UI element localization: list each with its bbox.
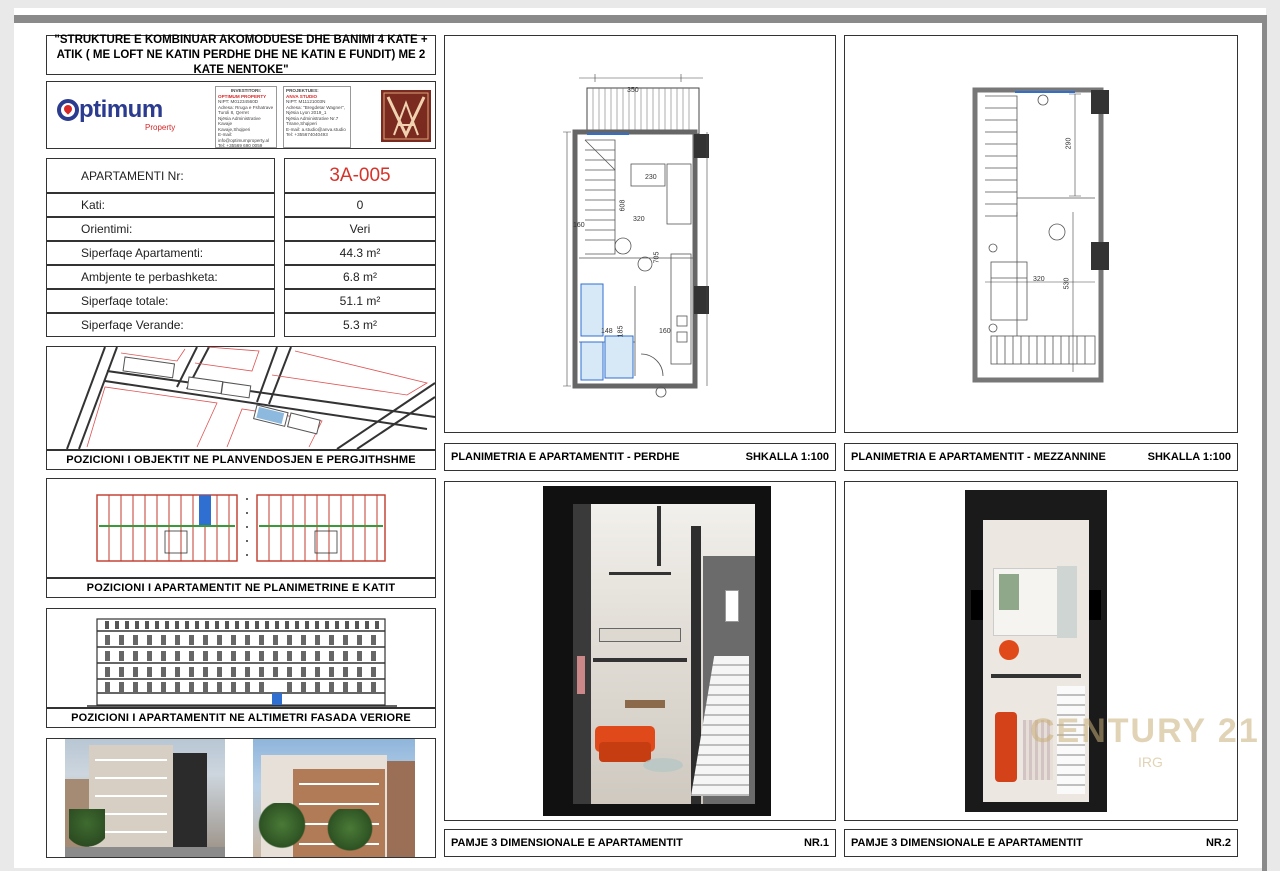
floor-position-drawing [47,479,435,577]
studio-logo [380,89,432,143]
plan-ground-drawing [445,36,835,432]
designer-line: NIPT: M11121003N [286,99,326,104]
elevation-caption: POZICIONI I APARTAMENTIT NE ALTIMETRI FASADA VERIORE [46,708,436,728]
investor-line: OPTIMUM PROPERTY [218,93,267,99]
total-area-label: Siperfaqe totale: [46,289,275,313]
plan-ground-panel [444,35,836,433]
designer-info [283,86,351,148]
sheet-border-right [1262,15,1267,871]
render-view-1 [543,486,771,816]
dimension-label: 530 [1063,277,1071,290]
investor-line: NIPT: M01234560D [218,99,259,104]
designer-line: Adresa: "Bregdetar Wagner", [286,104,346,110]
shared-area-value: 6.8 m² [284,265,436,289]
veranda-area-value: 5.3 m² [284,313,436,337]
designer-line: Tel: +355674040493 [286,132,328,137]
plan-ground-scale: SHKALLA 1:100 [745,451,829,463]
plan-mezzanine-panel [844,35,1238,433]
logo [55,98,195,134]
designer-line: Njësia Administrative Nr.7 [286,115,339,121]
floor-position-panel [46,478,436,578]
investor-info [215,86,277,148]
plan-mezzanine-caption: PLANIMETRIA E APARTAMENTIT - MEZZANNINE [851,451,1106,463]
plan-mezzanine-scale: SHKALLA 1:100 [1147,451,1231,463]
building-photo-2 [253,739,415,857]
plan-ground-caption-bar [444,443,836,471]
designer-line: E-mail: a.studio@anva.studio [286,126,346,132]
floor-value: 0 [284,193,436,217]
project-title: "STRUKTURE E KOMBINUAR AKOMODUESE DHE BANIMI 4 KATE + ATIK ( ME LOFT NE KATIN PERDHE DHE NE KATIN E FUNDIT) ME 2 KATE NENTOKE" [46,35,436,75]
floor-label: Kati: [46,193,275,217]
render-view-2-nr: NR.2 [1205,837,1231,849]
investor-line: Turoli 8, Qerret [218,110,249,115]
designer-line: Tirane,Shqiperi [286,121,317,126]
dimension-label: 350 [627,87,639,94]
dimension-label: 148 [601,328,613,335]
render-view-1-nr: NR.1 [803,837,829,849]
designer-line: ANVA STUDIO [286,93,318,99]
total-area-value: 51.1 m² [284,289,436,313]
veranda-area-label: Siperfaqe Verande: [46,313,275,337]
shared-area-label: Ambjente te perbashketa: [46,265,275,289]
render-view-2-panel [844,481,1238,821]
investor-line: E-mail: info@optimumproperty.al [218,132,270,143]
plan-ground-caption: PLANIMETRIA E APARTAMENTIT - PERDHE [451,451,680,463]
render-view-1-panel [444,481,836,821]
dimension-label: 160 [573,222,585,229]
logo-sub: Property [145,123,176,132]
site-caption: POZICIONI I OBJEKTIT NE PLANVENDOSJEN E PERGJITHSHME [46,450,436,470]
watermark-main: CENTURY 21 [1030,712,1260,750]
dimension-label: 608 [619,199,627,212]
elevation-panel [46,608,436,708]
render-view-1-caption-bar [444,829,836,857]
dimension-label: 160 [659,328,671,335]
plan-mezzanine-drawing [845,36,1237,432]
plan-mezzanine-caption-bar [844,443,1238,471]
dimension-label: 705 [653,251,661,264]
site-plan-panel [46,346,436,450]
designer-heading: PROJEKTUES: [286,88,319,93]
dimension-label: 320 [633,216,645,223]
apartment-number: 3A-005 [284,158,436,193]
apartment-area-label: Siperfaqe Apartamenti: [46,241,275,265]
investor-heading: INVESTITORI: [230,88,262,93]
investor-line: Kavaje,Shqiperi [218,126,251,132]
watermark-sub: IRG [1138,754,1163,770]
investor-line: Tel: +35569 690 0059 [218,143,263,148]
investor-line: Njësia Administrative Kavaje [218,115,261,126]
render-view-2 [965,490,1107,812]
render-view-1-caption: PAMJE 3 DIMENSIONALE E APARTAMENTIT [451,837,683,849]
info-block [46,81,436,149]
apartment-area-value: 44.3 m² [284,241,436,265]
floor-caption: POZICIONI I APARTAMENTIT NE PLANIMETRINE E KATIT [46,578,436,598]
building-photo-1 [65,739,225,857]
dimension-label: 290 [1065,137,1073,150]
orientation-value: Veri [284,217,436,241]
render-view-2-caption-bar [844,829,1238,857]
investor-line: Adresa: Rruga e Fshatrave [218,104,274,110]
sheet-border-top [14,15,1266,23]
building-photos-panel [46,738,436,858]
dimension-label: 320 [1033,276,1045,283]
dimension-label: 230 [645,174,657,181]
orientation-label: Orientimi: [46,217,275,241]
elevation-drawing [47,609,435,707]
dimension-label: 185 [617,325,625,338]
watermark [1030,712,1260,751]
apartment-number-label: APARTAMENTI Nr: [46,158,275,193]
render-view-2-caption: PAMJE 3 DIMENSIONALE E APARTAMENTIT [851,837,1083,849]
logo-brand: ptimum [79,96,163,123]
designer-line: Njësia Lyon 2019_1 [286,110,327,115]
site-plan-drawing [47,347,435,449]
